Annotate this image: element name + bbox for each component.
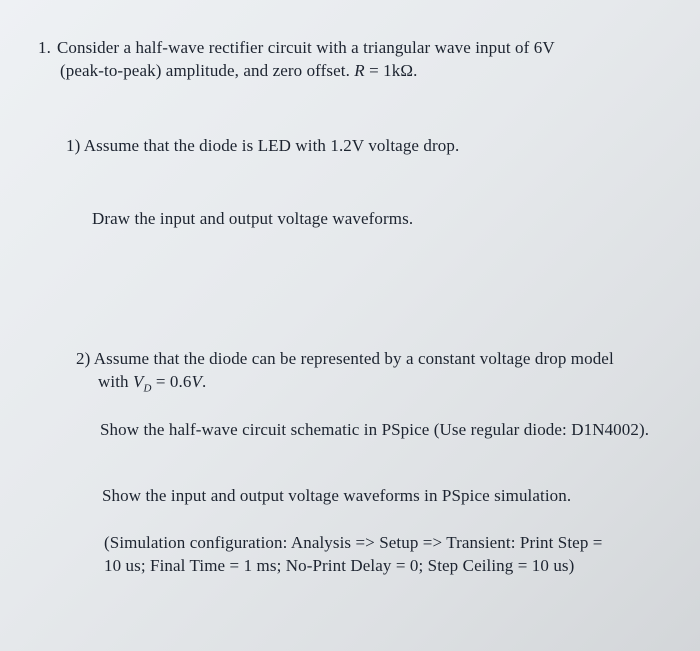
resistor-value: = 1kΩ. xyxy=(364,61,418,80)
part-2-waveform-task: Show the input and output voltage waveforms in PSpice simulation. xyxy=(102,486,572,505)
question-line-2-text: (peak-to-peak) amplitude, and zero offset. xyxy=(60,61,350,80)
vd-subscript: D xyxy=(143,382,152,395)
part-2-text-line-1: Assume that the diode can be represented by a constant voltage drop model xyxy=(93,349,614,368)
vd-unit: V xyxy=(191,372,202,391)
part-2-line-2-prefix: with xyxy=(98,372,133,391)
part-2 xyxy=(76,347,676,400)
part-1 xyxy=(66,134,459,157)
simulation-config xyxy=(104,531,664,577)
question-line-2 xyxy=(38,59,678,82)
part-2-label: 2) xyxy=(76,349,91,368)
part-1-text: Assume that the diode is LED with 1.2V voltage drop. xyxy=(83,136,460,155)
vd-equals: = 0.6 xyxy=(151,372,192,391)
simulation-config-line-1: (Simulation configuration: Analysis => Setup => Transient: Print Step = xyxy=(104,533,603,552)
vd-end: . xyxy=(201,372,207,391)
question-number: 1. xyxy=(38,38,51,57)
vd-variable: V xyxy=(132,372,144,391)
part-1-task: Draw the input and output voltage waveforms. xyxy=(92,209,414,228)
question-line-1: Consider a half-wave rectifier circuit with a triangular wave input of 6V xyxy=(56,38,555,57)
simulation-config-line-2: 10 us; Final Time = 1 ms; No-Print Delay = 0; Step Ceiling = 10 us) xyxy=(104,556,575,575)
part-2-schematic-task: Show the half-wave circuit schematic in PSpice (Use regular diode: D1N4002). xyxy=(100,420,650,439)
resistor-variable: R xyxy=(354,61,365,80)
question-1 xyxy=(38,36,678,82)
part-1-label: 1) xyxy=(66,136,81,155)
part-2-text-line-2 xyxy=(76,370,676,400)
